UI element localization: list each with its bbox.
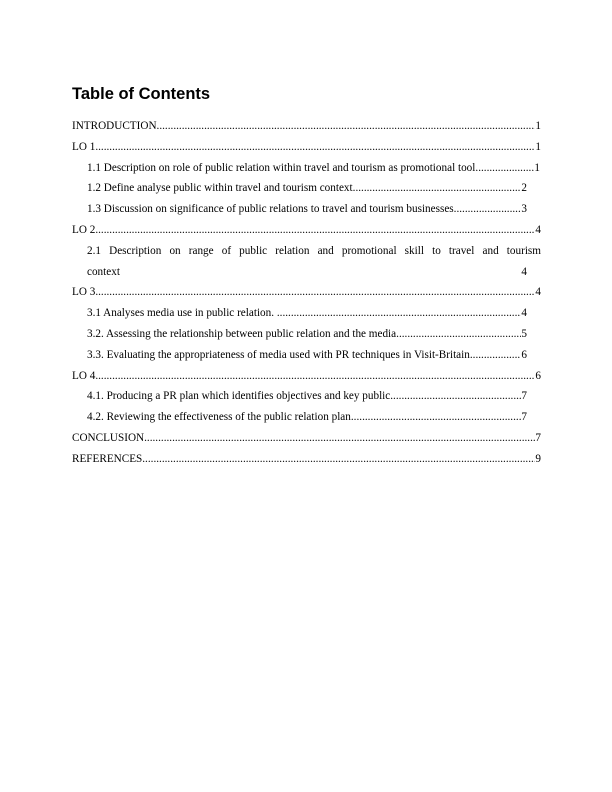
toc-entry-label: 1.2 Define analyse public within travel and tourism context — [87, 182, 353, 195]
toc-entry-label: CONCLUSION — [72, 431, 145, 444]
toc-entry-references[interactable] — [72, 449, 541, 470]
toc-entry-label: LO 1 — [72, 140, 96, 153]
toc-entry-1-1[interactable] — [72, 158, 540, 179]
toc-entry-label: 3.3. Evaluating the appropriateness of media used with PR techniques in Visit-Britain — [87, 348, 470, 361]
toc-entry-label: 1.3 Discussion on significance of public relations to travel and tourism businesses — [87, 203, 454, 216]
toc-entry-lo1[interactable] — [72, 137, 541, 158]
toc-entry-4-1[interactable] — [72, 386, 541, 407]
toc-entry-page: 4 — [535, 223, 541, 236]
toc-entry-page: 3 — [521, 203, 527, 216]
dot-leader — [95, 366, 535, 387]
toc-entry-label: 3.2. Assessing the relationship between public relation and the media — [87, 327, 397, 340]
dot-leader — [470, 345, 522, 366]
toc-entry-page: 4 — [521, 307, 527, 320]
dot-leader — [390, 386, 521, 407]
toc-entry-label: LO 4 — [72, 369, 96, 382]
toc-entry-1-2[interactable] — [72, 178, 541, 199]
toc-entry-page: 1 — [535, 140, 541, 153]
dot-leader — [95, 282, 535, 303]
toc-entry-lo4[interactable] — [72, 366, 541, 387]
dot-leader — [353, 178, 522, 199]
dot-leader — [142, 449, 535, 470]
toc-entry-introduction[interactable] — [72, 116, 541, 137]
toc-entry-label: 4.1. Producing a PR plan which identifies objectives and key public — [87, 390, 391, 403]
dot-leader — [277, 303, 522, 324]
toc-entry-conclusion[interactable] — [72, 428, 541, 449]
toc-entry-label: REFERENCES — [72, 452, 143, 465]
toc-entry-page: 1 — [535, 120, 541, 132]
toc-entry-page: 5 — [521, 327, 527, 340]
toc-entry-2-1[interactable] — [72, 241, 541, 283]
toc-entry-1-3[interactable] — [72, 199, 541, 220]
toc-entry-page: 2 — [521, 182, 527, 195]
dot-leader — [396, 324, 521, 345]
toc-entry-label-cont: context — [87, 265, 120, 278]
toc-entry-label: 3.1 Analyses media use in public relation. — [87, 307, 277, 320]
toc-list — [72, 116, 541, 470]
toc-entry-page: 7 — [521, 390, 527, 403]
toc-entry-label: LO 2 — [72, 223, 96, 236]
toc-entry-page: 9 — [535, 452, 541, 465]
toc-entry-page: 1 — [534, 161, 540, 174]
dot-leader — [454, 199, 522, 220]
dot-leader — [95, 220, 535, 241]
dot-leader — [157, 116, 536, 137]
toc-title: Table of Contents — [72, 85, 211, 103]
toc-entry-label: INTRODUCTION — [72, 120, 157, 132]
toc-entry-label: 2.1 Description on range of public relation and promotional skill to travel and tourism — [87, 244, 541, 257]
toc-entry-page: 6 — [521, 348, 527, 361]
toc-entry-3-1[interactable] — [72, 303, 541, 324]
toc-entry-page: 7 — [535, 431, 541, 444]
dot-leader — [95, 137, 535, 158]
toc-entry-label-line2 — [87, 262, 541, 283]
toc-entry-3-2[interactable] — [72, 324, 541, 345]
toc-entry-page: 4 — [521, 265, 527, 278]
dot-leader — [351, 407, 522, 428]
toc-entry-4-2[interactable] — [72, 407, 541, 428]
toc-entry-label: LO 3 — [72, 286, 96, 299]
toc-entry-lo2[interactable] — [72, 220, 541, 241]
toc-entry-page: 4 — [535, 286, 541, 299]
toc-entry-label: 4.2. Reviewing the effectiveness of the public relation plan — [87, 411, 351, 424]
toc-entry-3-3[interactable] — [72, 345, 541, 366]
toc-entry-label-line1 — [87, 241, 541, 262]
toc-entry-page: 7 — [521, 411, 527, 424]
dot-leader — [144, 428, 535, 449]
dot-leader — [478, 158, 534, 179]
toc-entry-label: 1.1 Description on role of public relation within travel and tourism as promotional tool. — [87, 161, 479, 174]
toc-entry-page: 6 — [535, 369, 541, 382]
toc-entry-lo3[interactable] — [72, 282, 541, 303]
